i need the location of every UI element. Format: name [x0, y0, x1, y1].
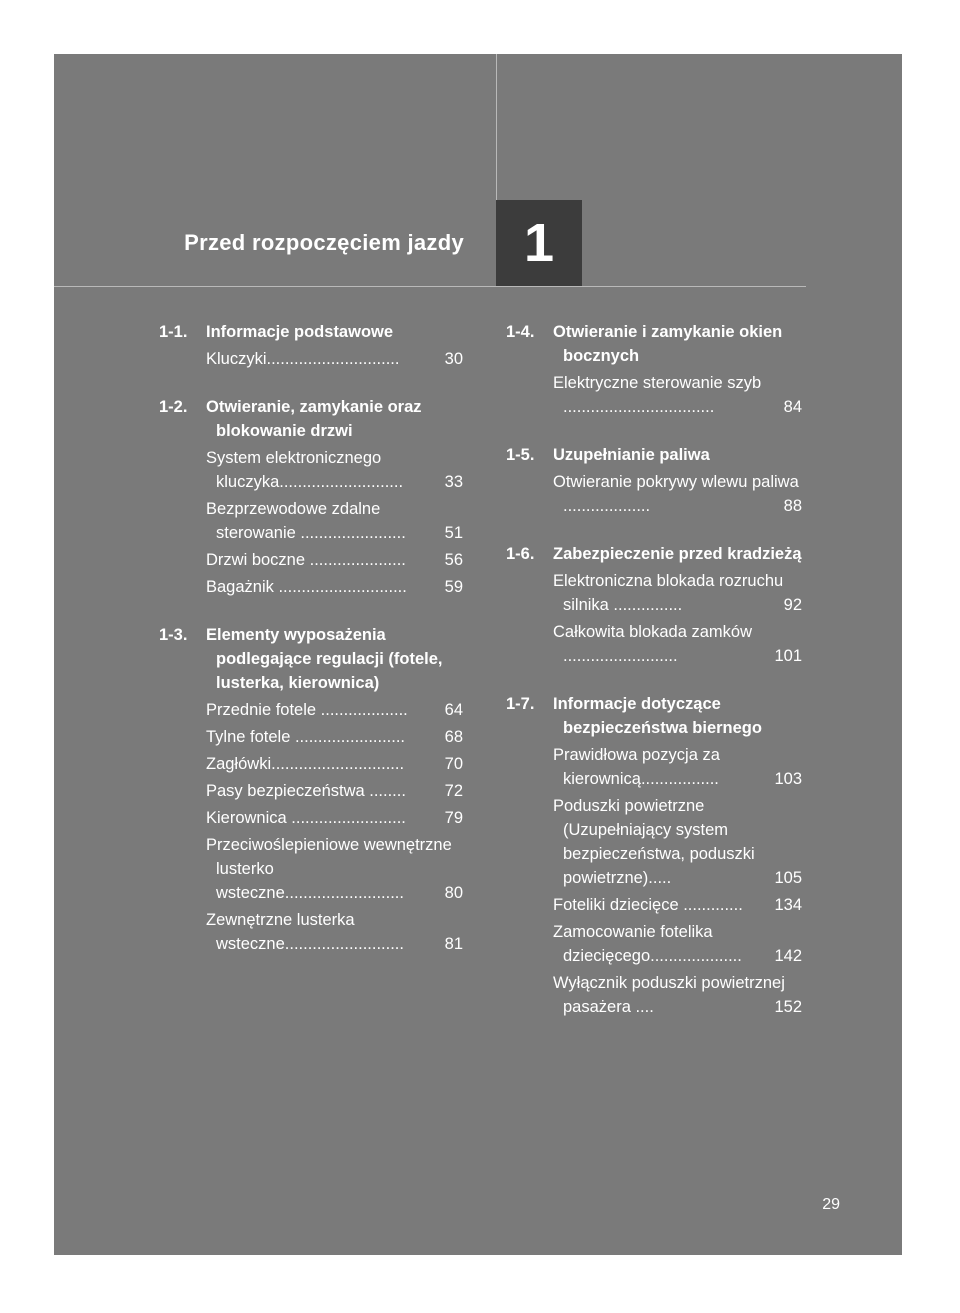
toc-entry[interactable] — [553, 971, 802, 1019]
section-title: Elementy wyposażenia podlegające regulacji (fotele, lusterka, kierownica) — [206, 626, 443, 692]
toc-section-1-4 — [506, 320, 802, 419]
toc-entry[interactable] — [206, 833, 463, 905]
section-heading[interactable] — [506, 443, 802, 467]
toc-entry-text: Zagłówki............................. — [206, 755, 405, 773]
toc-entry-page: 64 — [445, 698, 463, 722]
toc-entry[interactable] — [553, 371, 802, 419]
toc-entry[interactable] — [206, 575, 463, 599]
section-heading[interactable] — [506, 320, 802, 368]
toc-entry-text: Zamocowanie fotelika dziecięcego.................... — [553, 923, 742, 965]
toc-section-1-5 — [506, 443, 802, 518]
toc-entry-text: Przeciwoślepieniowe wewnętrzne lusterko wsteczne.......................... — [206, 836, 452, 902]
toc-entry-page: 142 — [774, 944, 802, 968]
toc-entry[interactable] — [553, 920, 802, 968]
toc-entry-text: Całkowita blokada zamków ......................... — [553, 623, 753, 665]
toc-entry-page: 30 — [445, 347, 463, 371]
section-heading[interactable] — [506, 542, 802, 566]
toc-entry[interactable] — [553, 470, 802, 518]
page-number: 29 — [822, 1196, 840, 1213]
toc-entry-page: 84 — [784, 395, 802, 419]
section-title: Uzupełnianie paliwa — [553, 446, 710, 464]
section-number: 1-6. — [506, 545, 535, 563]
toc-section-1-2 — [159, 395, 463, 599]
section-number: 1-2. — [159, 398, 188, 416]
toc-entry-page: 51 — [445, 521, 463, 545]
toc-right-column — [506, 320, 802, 1043]
toc-entry[interactable] — [553, 569, 802, 617]
toc-entry-page: 105 — [774, 866, 802, 890]
chapter-title: Przed rozpoczęciem jazdy — [184, 230, 464, 255]
toc-entry-page: 79 — [445, 806, 463, 830]
toc-entry[interactable] — [206, 908, 463, 956]
toc-entry-text: Elektroniczna blokada rozruchu silnika ............... — [553, 572, 784, 614]
toc-entry-text: Elektryczne sterowanie szyb ................................. — [553, 374, 762, 416]
toc-entry-page: 80 — [445, 881, 463, 905]
toc-section-1-1 — [159, 320, 463, 371]
toc-entry[interactable] — [206, 806, 463, 830]
vertical-divider — [496, 54, 497, 200]
toc-entry[interactable] — [206, 752, 463, 776]
toc-entry[interactable] — [206, 446, 463, 494]
toc-entry[interactable] — [206, 725, 463, 749]
horizontal-divider — [54, 286, 806, 287]
section-number: 1-3. — [159, 626, 188, 644]
toc-entry[interactable] — [553, 743, 802, 791]
toc-entry-text: Drzwi boczne ..................... — [206, 551, 406, 569]
section-number: 1-5. — [506, 446, 535, 464]
toc-entry-page: 152 — [774, 995, 802, 1019]
section-title: Otwieranie, zamykanie oraz blokowanie drzwi — [206, 398, 422, 440]
toc-entry[interactable] — [206, 347, 463, 371]
toc-entry-text: System elektronicznego kluczyka........................... — [206, 449, 404, 491]
toc-entry-text: Otwieranie pokrywy wlewu paliwa ................... — [553, 473, 799, 515]
chapter-number-box: 1 — [496, 200, 582, 286]
toc-entry-page: 56 — [445, 548, 463, 572]
section-heading[interactable] — [159, 623, 463, 695]
toc-entry[interactable] — [553, 620, 802, 668]
toc-entry-text: Kierownica ......................... — [206, 809, 406, 827]
toc-entry-page: 68 — [445, 725, 463, 749]
toc-entry-text: Kluczyki............................. — [206, 350, 400, 368]
section-heading[interactable] — [159, 395, 463, 443]
section-title: Otwieranie i zamykanie okien bocznych — [553, 323, 783, 365]
toc-entry[interactable] — [206, 548, 463, 572]
toc-entry-text: Przednie fotele ................... — [206, 701, 408, 719]
toc-entry-text: Bagażnik ............................ — [206, 578, 407, 596]
section-number: 1-1. — [159, 323, 188, 341]
toc-entry[interactable] — [206, 698, 463, 722]
toc-section-1-6 — [506, 542, 802, 668]
section-title: Zabezpieczenie przed kradzieżą — [553, 545, 802, 563]
toc-entry-text: Zewnętrzne lusterka wsteczne.......................... — [206, 911, 404, 953]
toc-section-1-7 — [506, 692, 802, 1019]
toc-entry-page: 101 — [774, 644, 802, 668]
toc-entry-page: 33 — [445, 470, 463, 494]
toc-entry-page: 103 — [774, 767, 802, 791]
toc-entry-text: Pasy bezpieczeństwa ........ — [206, 782, 406, 800]
toc-entry-page: 81 — [445, 932, 463, 956]
toc-entry[interactable] — [206, 779, 463, 803]
section-title: Informacje podstawowe — [206, 323, 394, 341]
toc-left-column — [159, 320, 463, 980]
toc-section-1-3 — [159, 623, 463, 956]
toc-entry[interactable] — [553, 893, 802, 917]
toc-entry-text: Wyłącznik poduszki powietrznej pasażera .... — [553, 974, 785, 1016]
toc-entry-text: Bezprzewodowe zdalne sterowanie ....................... — [206, 500, 406, 542]
toc-entry-text: Foteliki dziecięce ............. — [553, 896, 743, 914]
toc-entry-page: 92 — [784, 593, 802, 617]
section-number: 1-7. — [506, 695, 535, 713]
toc-entry[interactable] — [553, 794, 802, 890]
toc-entry-page: 70 — [445, 752, 463, 776]
toc-entry-page: 88 — [784, 494, 802, 518]
toc-entry-text: Tylne fotele ........................ — [206, 728, 405, 746]
toc-entry-page: 59 — [445, 575, 463, 599]
section-heading[interactable] — [506, 692, 802, 740]
toc-entry-text: Prawidłowa pozycja za kierownicą................. — [553, 746, 720, 788]
toc-entry-page: 134 — [774, 893, 802, 917]
toc-entry-text: Poduszki powietrzne (Uzupełniający system bezpieczeństwa, poduszki powietrzne)..... — [553, 797, 755, 887]
section-title: Informacje dotyczące bezpieczeństwa biernego — [553, 695, 762, 737]
toc-entry[interactable] — [206, 497, 463, 545]
toc-entry-page: 72 — [445, 779, 463, 803]
section-heading[interactable] — [159, 320, 463, 344]
section-number: 1-4. — [506, 323, 535, 341]
